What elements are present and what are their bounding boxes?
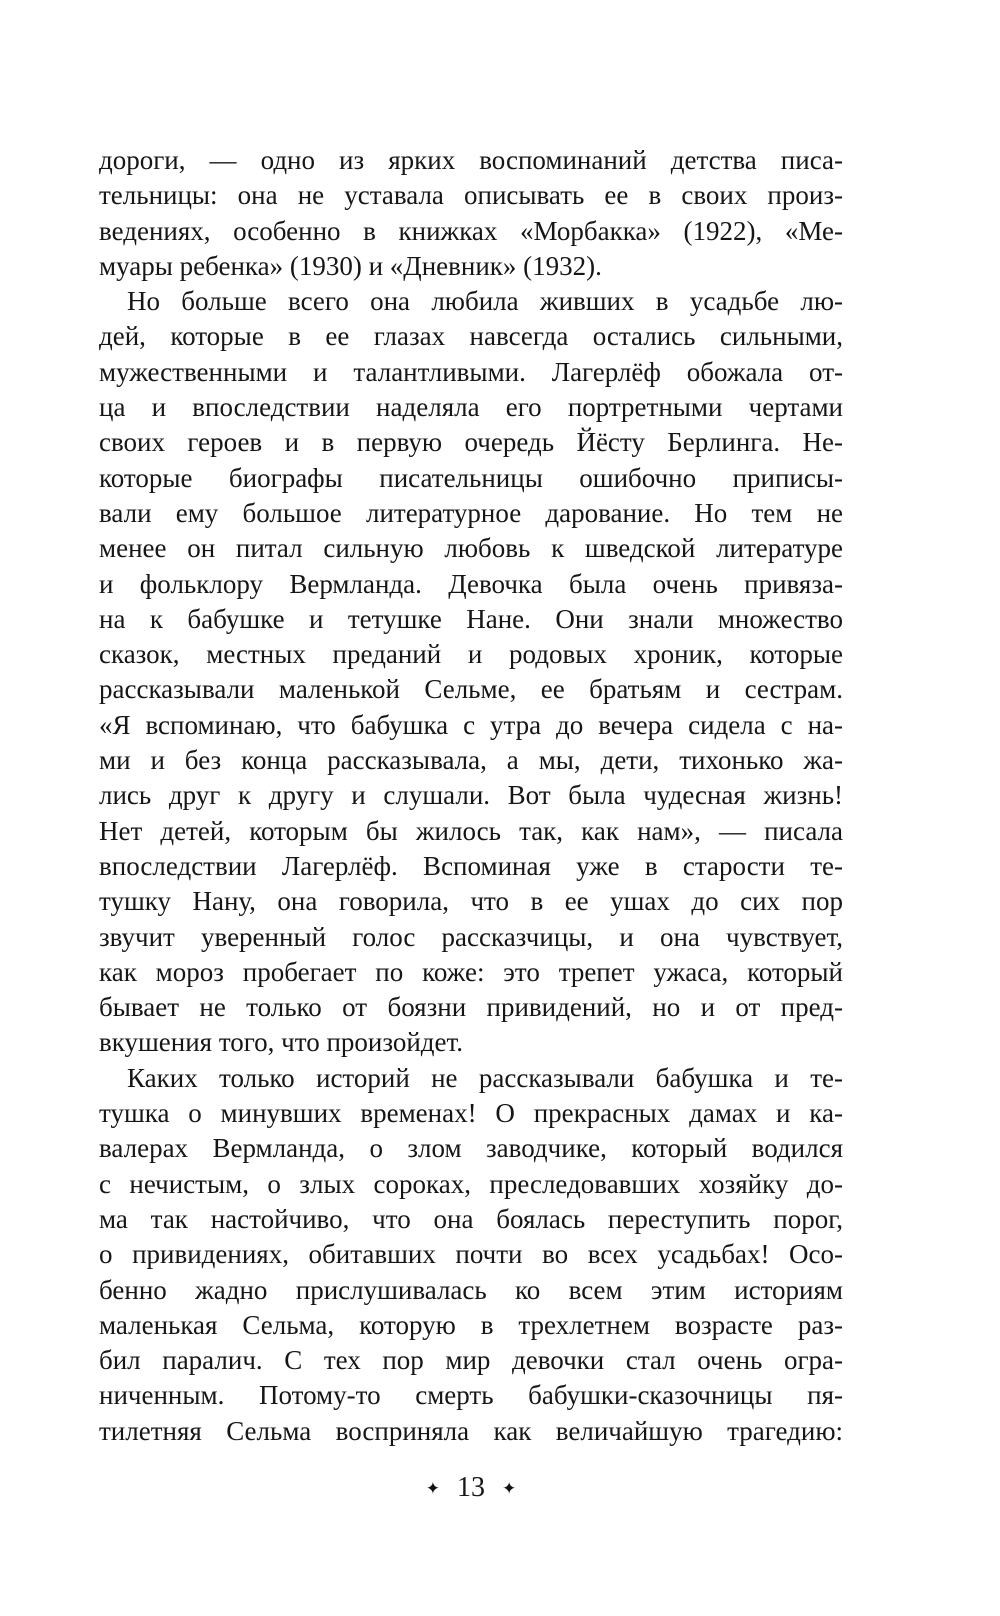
text-line: бывает не только от боязни привидений, но и от пред-: [99, 992, 843, 1023]
text-line: сказок, местных преданий и родовых хроник, которые: [99, 639, 843, 670]
text-line: Но больше всего она любила живших в усадьбе лю-: [127, 286, 843, 317]
text-line: мужественными и талантливыми. Лагерлёф обожала от-: [99, 356, 843, 387]
text-line: тилетняя Сельма восприняла как величайшую трагедию:: [99, 1415, 843, 1446]
text-line: валерах Вермланда, о злом заводчике, который водился: [99, 1133, 843, 1164]
text-line: маленькая Сельма, которую в трехлетнем возрасте раз-: [99, 1309, 843, 1340]
text-line: бил паралич. С тех пор мир девочки стал очень огра-: [99, 1345, 843, 1376]
text-line: менее он питал сильную любовь к шведской литературе: [99, 533, 843, 564]
folio-ornament-left-icon: ✦: [425, 1479, 440, 1498]
text-line: с нечистым, о злых сороках, преследовавших хозяйку до-: [99, 1168, 843, 1199]
text-line: бенно жадно прислушивалась ко всем этим историям: [99, 1274, 843, 1305]
folio-ornament-right-icon: ✦: [502, 1479, 517, 1498]
text-line: и фольклору Вермланда. Девочка была очень привяза-: [99, 568, 843, 599]
text-line: ца и впоследствии наделяла его портретными чертами: [99, 392, 843, 423]
text-line: ведениях, особенно в книжках «Морбакка» (1922), «Ме-: [99, 215, 843, 246]
text-line: ми и без конца рассказывала, а мы, дети, тихонько жа-: [99, 745, 843, 776]
body-text: [99, 143, 843, 1449]
text-line: Нет детей, которым бы жилось так, как нам», — писала: [99, 815, 843, 846]
text-line: муары ребенка» (1930) и «Дневник» (1932).: [99, 250, 602, 281]
text-line: вкушения того, что произойдет.: [99, 1027, 464, 1058]
text-line: лись друг к другу и слушали. Вот была чудесная жизнь!: [99, 780, 843, 811]
text-line: «Я вспоминаю, что бабушка с утра до вечера сидела с на-: [99, 709, 843, 740]
text-line: своих героев и в первую очередь Йёсту Берлинга. Не-: [99, 427, 843, 458]
text-line: которые биографы писательницы ошибочно приписы-: [99, 462, 843, 493]
text-line: ма так настойчиво, что она боялась переступить порог,: [99, 1203, 843, 1234]
text-line: рассказывали маленькой Сельме, ее братьям и сестрам.: [99, 674, 843, 705]
text-line: дей, которые в ее глазах навсегда остались сильными,: [99, 321, 843, 352]
text-line: тушку Нану, она говорила, что в ее ушах до сих пор: [99, 886, 843, 917]
text-line: ниченным. Потому-то смерть бабушки-сказочницы пя-: [99, 1380, 843, 1411]
text-line: как мороз пробегает по коже: это трепет ужаса, который: [99, 956, 843, 987]
text-line: дороги, — одно из ярких воспоминаний детства писа-: [99, 145, 843, 175]
page-footer: [99, 1472, 843, 1504]
text-line: о привидениях, обитавших почти во всех усадьбах! Осо-: [99, 1239, 843, 1270]
text-line: впоследствии Лагерлёф. Вспоминая уже в старости те-: [99, 850, 843, 881]
page-number: 13: [457, 1472, 485, 1503]
text-line: на к бабушке и тетушке Нане. Они знали множество: [99, 603, 843, 634]
text-line: тушка о минувших временах! О прекрасных дамах и ка-: [99, 1098, 843, 1129]
text-line: тельницы: она не уставала описывать ее в своих произ-: [99, 180, 843, 211]
text-line: звучит уверенный голос рассказчицы, и она чувствует,: [99, 921, 843, 952]
text-line: вали ему большое литературное дарование. Но тем не: [99, 497, 843, 528]
text-line: Каких только историй не рассказывали бабушка и те-: [127, 1062, 843, 1093]
